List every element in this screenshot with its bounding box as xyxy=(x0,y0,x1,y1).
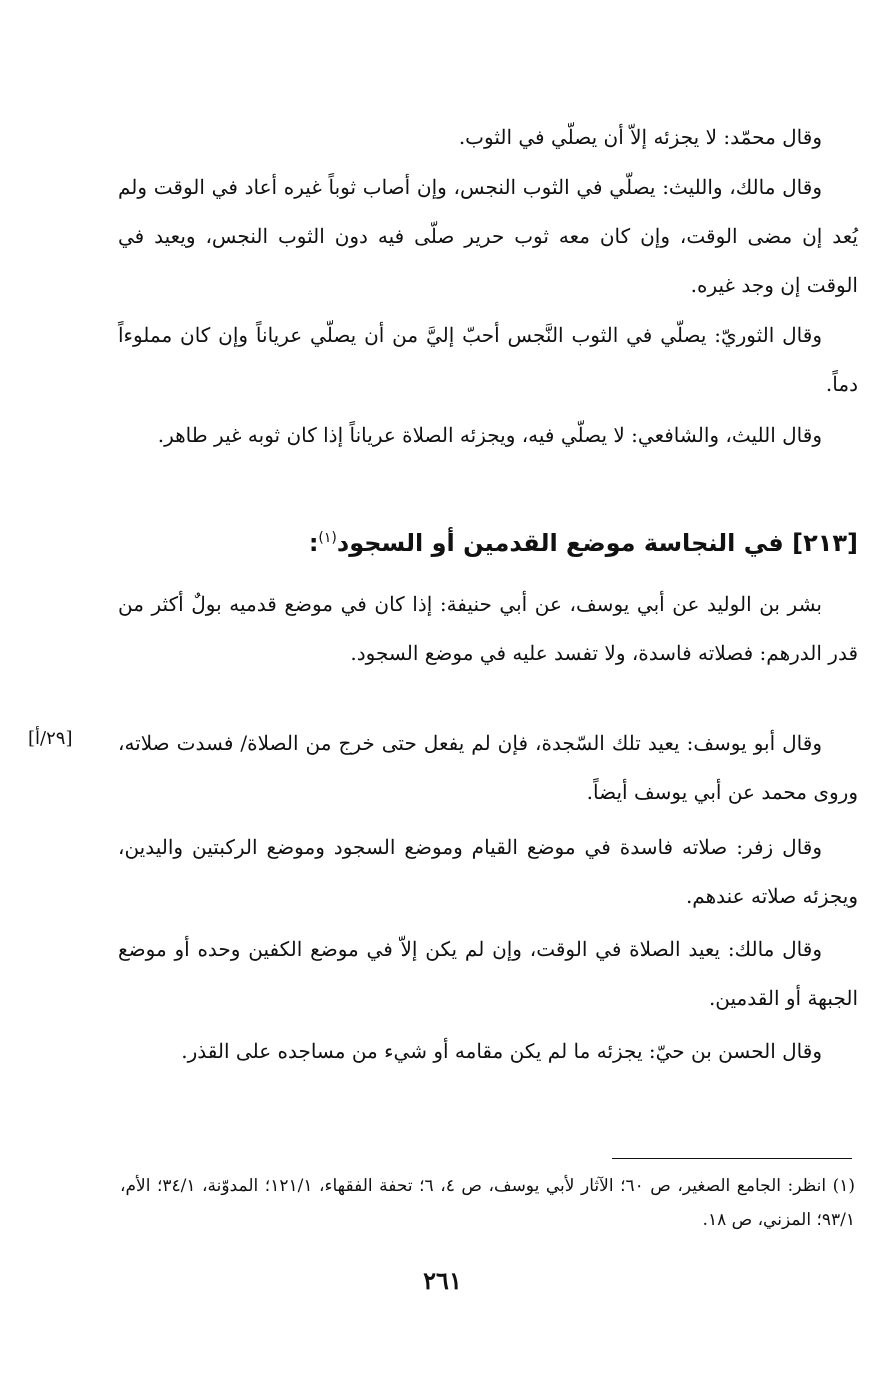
page-number: ٢٦١ xyxy=(423,1266,462,1295)
paragraph xyxy=(118,113,858,162)
paragraph-text: وقال أبو يوسف: يعيد تلك السّجدة، فإن لم يفعل حتى خرج من الصلاة/ فسدت صلاته، وروى محمد عن أبي يوسف أيضاً. xyxy=(118,731,858,804)
footnote: (١) انظر: الجامع الصغير، ص ٦٠؛ الآثار لأبي يوسف، ص ٤، ٦؛ تحفة الفقهاء، ١٢١/١؛ المدوّنة، ٣٤/١؛ الأم، ٩٣/١؛ المزني، ص ١٨. xyxy=(120,1176,856,1230)
section-heading-text: [٢١٣] في النجاسة موضع القدمين أو السجود xyxy=(336,529,858,557)
paragraph-text: وقال زفر: صلاته فاسدة في موضع القيام وموضع السجود وموضع الركبتين واليدين، ويجزئه صلاته عندهم. xyxy=(118,835,858,908)
paragraph-text: وقال مالك: يعيد الصلاة في الوقت، وإن لم يكن إلاّ في موضع الكفين وحده أو موضع الجبهة أو القدمين. xyxy=(118,937,858,1010)
paragraph-text: وقال الليث، والشافعي: لا يصلّي فيه، ويجزئه الصلاة عرياناً إذا كان ثوبه غير طاهر. xyxy=(157,423,822,447)
paragraph xyxy=(118,823,858,921)
paragraph xyxy=(118,163,858,310)
paragraph xyxy=(118,311,858,409)
paragraph xyxy=(118,719,858,817)
manuscript-folio-reference: [٢٩/أ] xyxy=(28,728,73,749)
footnote-divider xyxy=(612,1158,852,1159)
paragraph-text: بشر بن الوليد عن أبي يوسف، عن أبي حنيفة: إذا كان في موضع قدميه بولٌ أكثر من قدر الدرهم: فصلاته فاسدة، ولا تفسد عليه في موضع السجود. xyxy=(118,592,858,665)
paragraph-text: وقال الثوريّ: يصلّي في الثوب النَّجس أحبّ إليَّ من أن يصلّي عرياناً وإن كان مملوءاً دماً. xyxy=(118,323,858,396)
paragraph-text: وقال الحسن بن حيّ: يجزئه ما لم يكن مقامه أو شيء من مساجده على القذر. xyxy=(181,1039,822,1063)
paragraph-text: وقال محمّد: لا يجزئه إلاّ أن يصلّي في الثوب. xyxy=(458,125,822,149)
paragraph xyxy=(118,1027,858,1076)
footnote-marker: (١) xyxy=(318,530,337,546)
heading-colon: : xyxy=(308,529,319,557)
paragraph xyxy=(118,411,858,460)
paragraph xyxy=(118,925,858,1023)
section-heading xyxy=(118,516,858,565)
paragraph xyxy=(118,580,858,678)
paragraph-text: وقال مالك، والليث: يصلّي في الثوب النجس، وإن أصاب ثوباً غيره أعاد في الوقت ولم يُعد إن مضى الوقت، وإن كان معه ثوب حرير صلّى فيه دون الثوب النجس، ويعيد في الوقت إن وجد غيره. xyxy=(118,175,858,297)
